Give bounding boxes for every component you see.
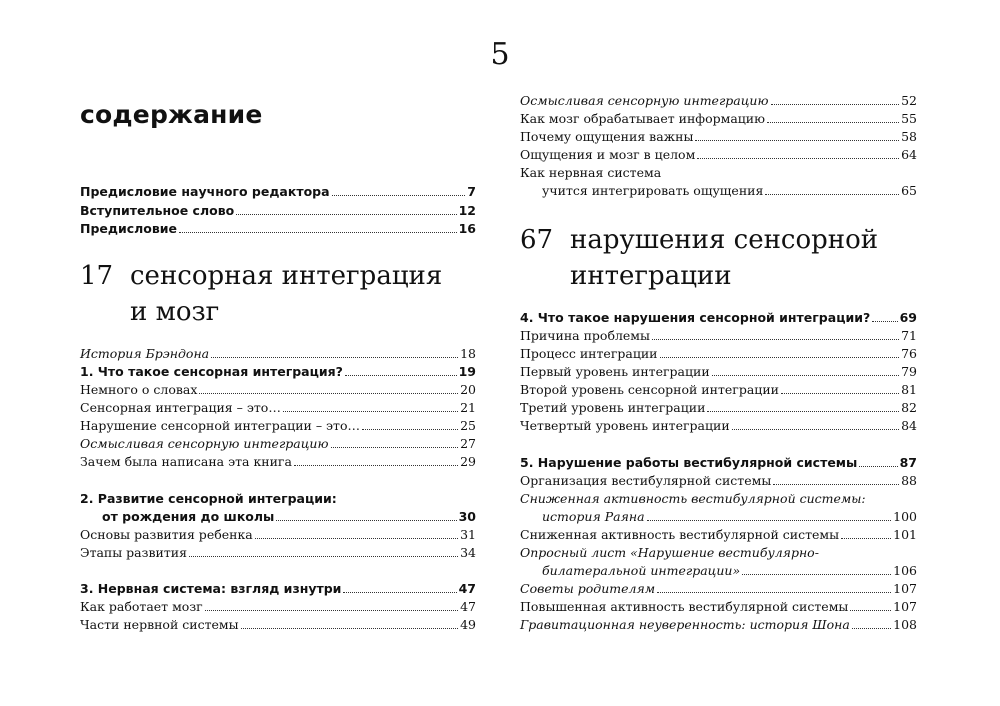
toc-entry[interactable]: Осмысливая сенсорную интеграцию 52 xyxy=(520,93,917,108)
toc-entry[interactable]: Предисловие 16 xyxy=(80,221,476,236)
toc-heading: содержание xyxy=(80,100,263,129)
toc-entry[interactable]: Сниженная активность вестибулярной системы: xyxy=(520,491,866,506)
toc-entry[interactable]: Основы развития ребенка 31 xyxy=(80,527,476,542)
part-title-line2: и мозг xyxy=(130,297,220,327)
toc-entry[interactable]: Осмысливая сенсорную интеграцию 27 xyxy=(80,436,476,451)
chapter-entry[interactable]: 1. Что такое сенсорная интеграция? 19 xyxy=(80,364,476,379)
part-heading[interactable] xyxy=(80,258,476,330)
toc-entry[interactable]: Второй уровень сенсорной интеграции 81 xyxy=(520,382,917,397)
part-title-line2: интеграции xyxy=(570,261,732,291)
toc-entry-continued[interactable]: учится интегрировать ощущения 65 xyxy=(542,183,917,198)
toc-entry[interactable]: Вступительное слово 12 xyxy=(80,203,476,218)
page-number: 5 xyxy=(490,37,510,72)
toc-entry[interactable]: История Брэндона 18 xyxy=(80,346,476,361)
toc-entry-continued[interactable]: история Раяна 100 xyxy=(542,509,917,524)
chapter-entry[interactable]: 2. Развитие сенсорной интеграции: xyxy=(80,491,337,506)
toc-entry[interactable]: Причина проблемы 71 xyxy=(520,328,917,343)
chapter-entry[interactable]: 5. Нарушение работы вестибулярной системы 87 xyxy=(520,455,917,470)
toc-entry[interactable]: Ощущения и мозг в целом 64 xyxy=(520,147,917,162)
toc-entry[interactable]: Сенсорная интеграция – это… 21 xyxy=(80,400,476,415)
toc-entry[interactable]: Как нервная система xyxy=(520,165,662,180)
toc-entry[interactable]: Как мозг обрабатывает информацию 55 xyxy=(520,111,917,126)
toc-entry[interactable]: Опросный лист «Нарушение вестибулярно- xyxy=(520,545,819,560)
toc-entry[interactable]: Зачем была написана эта книга 29 xyxy=(80,454,476,469)
part-number: 17 xyxy=(80,261,114,291)
toc-entry[interactable]: Третий уровень интеграции 82 xyxy=(520,400,917,415)
toc-entry[interactable]: Предисловие научного редактора 7 xyxy=(80,184,476,199)
toc-entry[interactable]: Нарушение сенсорной интеграции – это… 25 xyxy=(80,418,476,433)
chapter-entry[interactable]: 3. Нервная система: взгляд изнутри 47 xyxy=(80,581,476,596)
part-number: 67 xyxy=(520,225,554,255)
toc-entry[interactable]: Почему ощущения важны 58 xyxy=(520,129,917,144)
toc-entry[interactable]: Сниженная активность вестибулярной системы 101 xyxy=(520,527,917,542)
toc-entry[interactable]: Этапы развития 34 xyxy=(80,545,476,560)
part-title: сенсорная интеграция xyxy=(130,261,443,291)
chapter-entry[interactable]: 4. Что такое нарушения сенсорной интеграции? 69 xyxy=(520,310,917,325)
toc-entry[interactable]: Повышенная активность вестибулярной системы 107 xyxy=(520,599,917,614)
chapter-entry-continued[interactable]: от рождения до школы 30 xyxy=(102,509,476,524)
toc-entry[interactable]: Как работает мозг 47 xyxy=(80,599,476,614)
toc-entry[interactable]: Советы родителям 107 xyxy=(520,581,917,596)
toc-entry[interactable]: Немного о словах 20 xyxy=(80,382,476,397)
toc-entry[interactable]: Организация вестибулярной системы 88 xyxy=(520,473,917,488)
toc-entry[interactable]: Первый уровень интеграции 79 xyxy=(520,364,917,379)
part-title: нарушения сенсорной xyxy=(570,225,879,255)
toc-entry[interactable]: Четвертый уровень интеграции 84 xyxy=(520,418,917,433)
toc-entry[interactable]: Процесс интеграции 76 xyxy=(520,346,917,361)
toc-entry[interactable]: Части нервной системы 49 xyxy=(80,617,476,632)
part-heading[interactable] xyxy=(520,222,917,294)
toc-entry[interactable]: Гравитационная неуверенность: история Шона 108 xyxy=(520,617,917,632)
toc-entry-continued[interactable]: билатеральной интеграции» 106 xyxy=(542,563,917,578)
